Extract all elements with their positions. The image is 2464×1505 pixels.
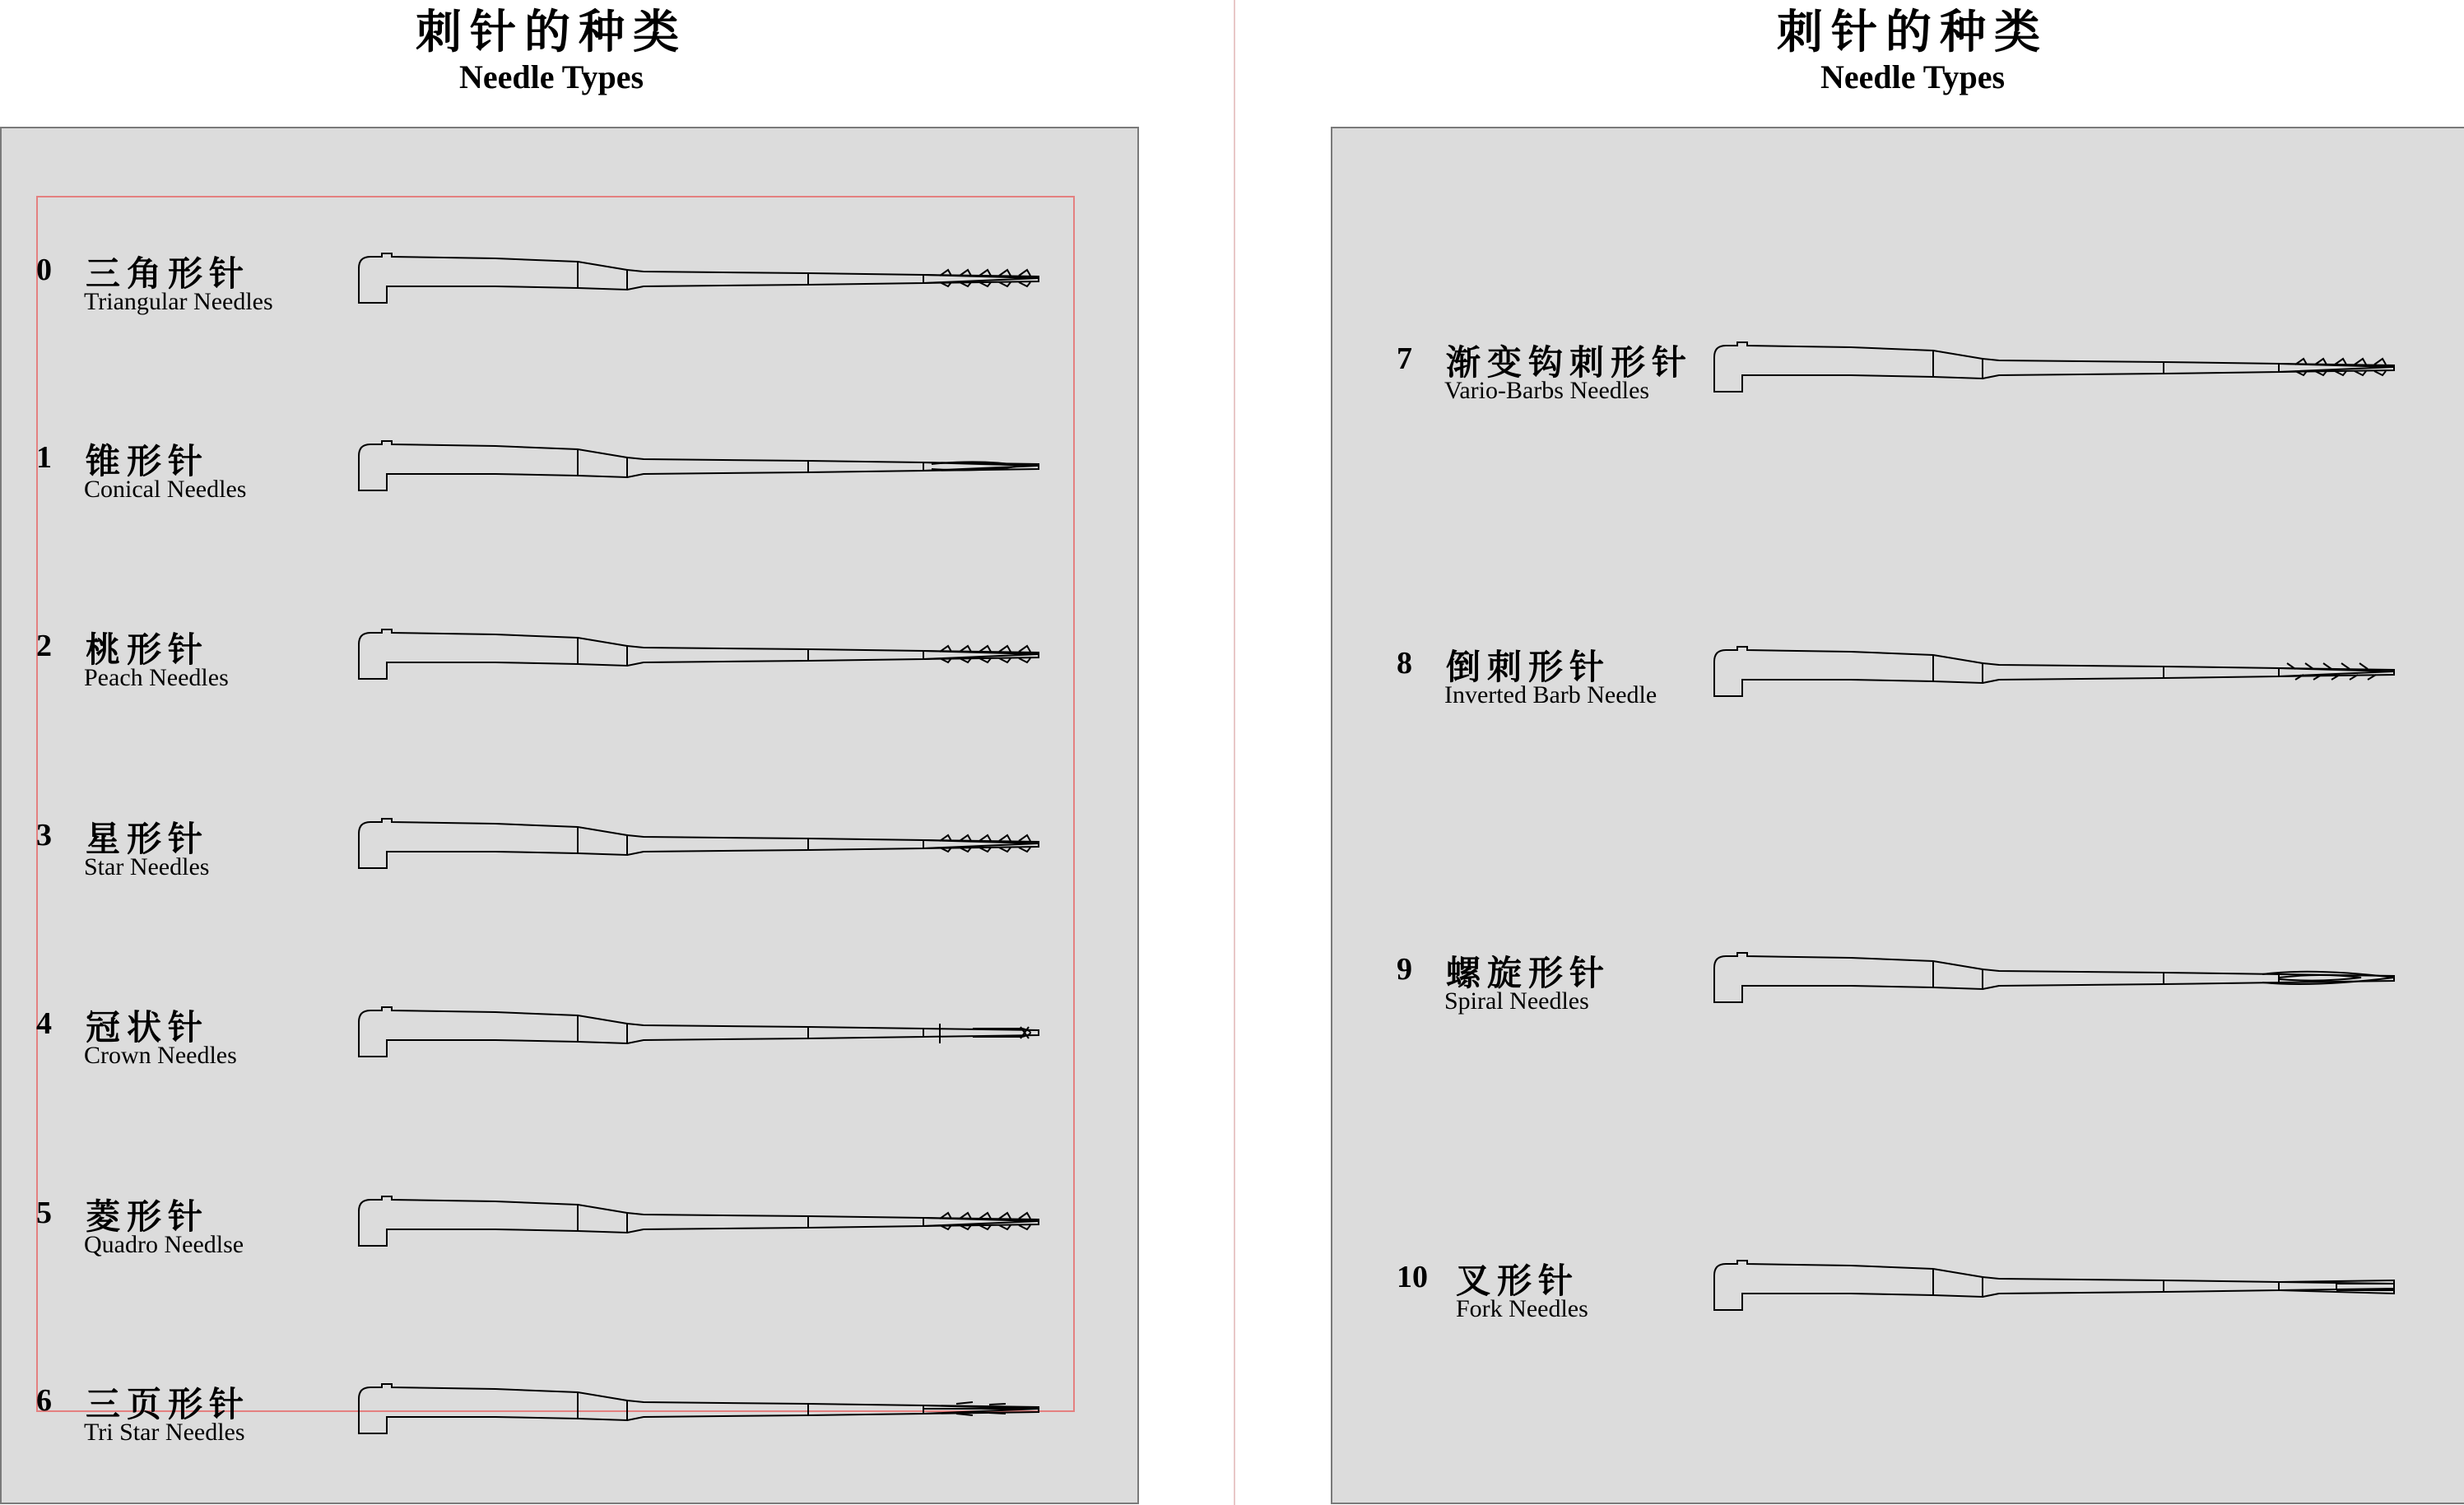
needle-body	[1714, 1261, 2394, 1310]
needle-tip-crown	[940, 1024, 1030, 1043]
item-index: 3	[36, 818, 52, 852]
needle-drawing	[331, 433, 1072, 499]
item-label-chinese: 菱形针	[86, 1199, 210, 1237]
left-panel	[0, 127, 1139, 1504]
item-index: 0	[36, 253, 52, 287]
item-label-english: Fork Needles	[1456, 1295, 1588, 1322]
needle-body	[359, 1007, 1039, 1057]
item-label-english: Vario-Barbs Needles	[1444, 377, 1650, 404]
needle-drawing	[331, 1188, 1072, 1254]
item-label-chinese: 螺旋形针	[1446, 955, 1611, 993]
needle-tip-triangular	[923, 270, 1039, 286]
needle-drawing	[1686, 334, 2427, 400]
needle-drawing	[1686, 945, 2427, 1010]
item-index: 5	[36, 1196, 52, 1230]
item-label-chinese: 倒刺形针	[1446, 649, 1611, 687]
title-chinese: 刺针的种类	[416, 7, 687, 58]
item-index: 8	[1397, 646, 1412, 681]
needle-drawing	[331, 621, 1072, 687]
item-index: 6	[36, 1383, 52, 1418]
item-label-english: Star Needles	[84, 853, 210, 880]
item-index: 4	[36, 1006, 52, 1041]
item-label-chinese: 桃形针	[86, 632, 210, 670]
item-label-chinese: 星形针	[86, 821, 210, 859]
needle-body	[359, 253, 1039, 303]
needle-drawing	[331, 245, 1072, 311]
page-divider	[1234, 0, 1235, 1505]
needle-drawing	[1686, 639, 2427, 704]
right-panel	[1331, 127, 2464, 1504]
item-label-english: Triangular Needles	[84, 288, 273, 315]
item-label-chinese: 三页形针	[86, 1387, 251, 1424]
needle-tip-peach	[923, 646, 1039, 662]
item-label-chinese: 三角形针	[86, 256, 251, 294]
title-chinese: 刺针的种类	[1777, 7, 2048, 58]
item-index: 10	[1397, 1260, 1428, 1294]
needle-tip-star	[923, 835, 1039, 852]
item-index: 7	[1397, 341, 1412, 376]
item-label-chinese: 锥形针	[86, 444, 210, 481]
needle-drawing	[1686, 1252, 2427, 1318]
item-label-english: Spiral Needles	[1444, 987, 1589, 1015]
needle-tip-inverted	[2279, 663, 2394, 680]
item-label-english: Crown Needles	[84, 1042, 237, 1069]
item-label-chinese: 叉形针	[1456, 1263, 1580, 1301]
needle-body	[1714, 953, 2394, 1002]
item-label-english: Quadro Needlse	[84, 1231, 244, 1258]
needle-tip-vario	[2279, 359, 2394, 375]
item-index: 1	[36, 440, 52, 475]
item-index: 2	[36, 629, 52, 663]
needle-body	[359, 819, 1039, 868]
left-title	[346, 7, 757, 95]
needle-body	[359, 1196, 1039, 1246]
item-index: 9	[1397, 952, 1412, 987]
needle-drawing	[331, 999, 1072, 1065]
needle-body	[359, 629, 1039, 679]
title-english: Needle Types	[458, 58, 644, 95]
item-label-english: Inverted Barb Needle	[1444, 681, 1657, 708]
needle-body	[359, 441, 1039, 490]
needle-drawing	[331, 1376, 1072, 1442]
needle-body	[1714, 647, 2394, 696]
item-label-chinese: 冠状针	[86, 1010, 210, 1047]
needle-body	[1714, 342, 2394, 392]
item-label-english: Conical Needles	[84, 476, 247, 503]
needle-drawing	[331, 811, 1072, 876]
right-title	[1707, 7, 2118, 95]
needle-tip-quadro	[923, 1213, 1039, 1229]
item-label-chinese: 渐变钩刺形针	[1446, 345, 1694, 383]
title-english: Needle Types	[1820, 58, 2006, 95]
item-label-english: Peach Needles	[84, 664, 229, 691]
item-label-english: Tri Star Needles	[84, 1419, 245, 1446]
